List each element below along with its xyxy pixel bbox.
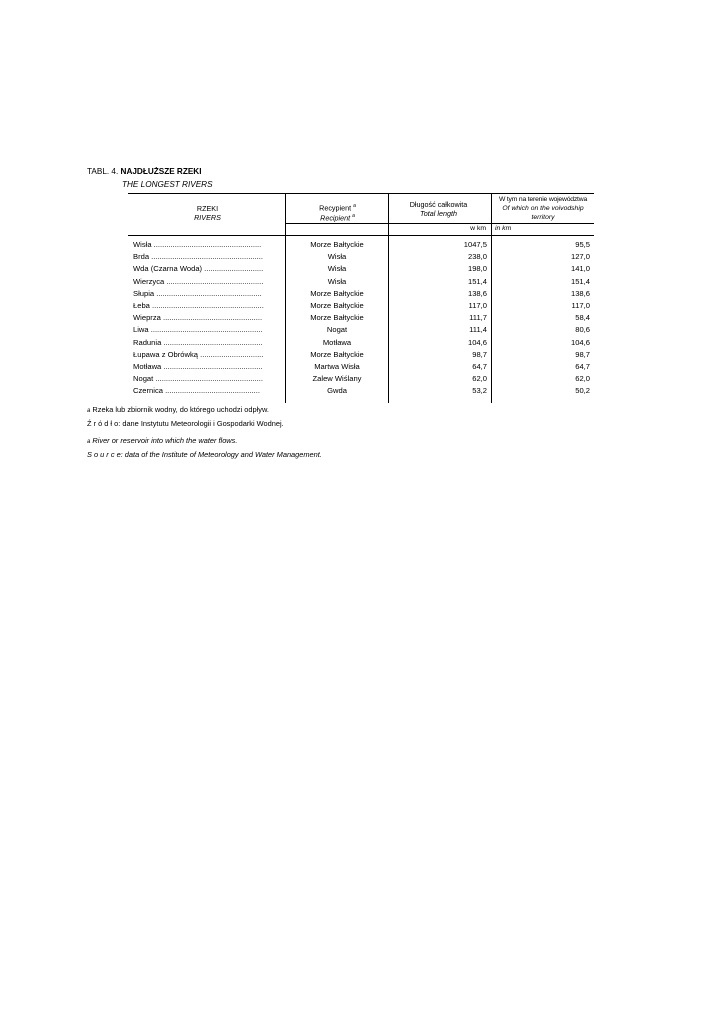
header-rivers: [160, 204, 255, 222]
header-total-length: [390, 200, 487, 218]
recipient-cell: Wisła: [327, 276, 347, 286]
voivodship-length-cell: 50,2: [575, 386, 590, 396]
header-bottom-rule: [128, 235, 594, 236]
table-row: [0, 338, 724, 350]
footnote-en-text: River or reservoir into which the water flows.: [90, 436, 238, 445]
river-name-cell: Łeba .....................................................: [133, 301, 264, 310]
recipient-cell: Morze Bałtyckie: [310, 240, 364, 249]
river-name-cell: Wierzyca ..............................................: [133, 276, 264, 286]
river-name-cell: Wda (Czarna Woda) ............................: [133, 264, 264, 274]
total-length-cell: 198,0: [467, 264, 487, 274]
recipient-cell: Martwa Wisła: [314, 362, 360, 371]
river-name-cell: Wieprza ...............................................: [133, 313, 263, 323]
unit-en: in km: [495, 225, 512, 232]
table-row: [0, 374, 724, 386]
footnote-en: [87, 436, 237, 445]
voivodship-length-cell: 127,0: [570, 252, 590, 262]
total-length-cell: 117,0: [468, 301, 487, 310]
source-pl-text: dane Instytutu Meteorologii i Gospodarki Wodnej.: [120, 419, 284, 428]
table-row: [0, 386, 724, 398]
table-row: [0, 325, 724, 337]
voivodship-length-cell: 138,6: [570, 288, 590, 298]
river-name-cell: Radunia ...............................................: [133, 337, 263, 347]
voivodship-length-cell: 62,0: [575, 374, 590, 384]
header-rivers-en: RIVERS: [194, 213, 221, 222]
table-row: [0, 350, 724, 362]
source-en: [87, 450, 322, 459]
table-top-rule: [128, 193, 594, 194]
total-length-cell: 111,7: [469, 313, 487, 323]
total-length-cell: 151,4: [467, 276, 487, 286]
river-name-cell: Łupawa z Obrówką ..............................: [133, 349, 264, 359]
voivodship-length-cell: 98,7: [575, 349, 590, 359]
recipient-cell: Motława: [322, 337, 352, 347]
recipient-cell: Nogat: [326, 325, 348, 335]
recipient-cell: Morze Bałtyckie: [310, 349, 364, 359]
header-recipient-en-text: Recipient: [320, 213, 353, 223]
total-length-cell: 111,4: [469, 325, 487, 335]
source-en-text: data of the Institute of Meteorology and Water Management.: [122, 450, 322, 459]
recipient-cell: Zalew Wiślany: [312, 374, 362, 384]
header-recipient: [290, 202, 385, 223]
header-total-pl: Długość całkowita: [409, 200, 468, 209]
footnote-pl: [87, 405, 269, 414]
header-recipient-pl: [290, 202, 385, 212]
voivodship-length-cell: 141,0: [570, 264, 590, 274]
table-row: [0, 277, 724, 289]
table-row: [0, 289, 724, 301]
source-en-label: S o u r c e:: [87, 450, 123, 459]
total-length-cell: 138,6: [467, 288, 487, 298]
recipient-cell: Gwda: [327, 386, 347, 396]
header-recipient-pl-text: Recypient: [319, 203, 354, 213]
table-row: [0, 362, 724, 374]
table-title: [87, 167, 202, 176]
table-row: [0, 313, 724, 325]
source-pl-label: Ź r ó d ł o:: [87, 419, 121, 428]
river-name-cell: Wisła ...................................................: [133, 240, 262, 249]
footnote-en-mark: a: [87, 439, 91, 445]
table-row: [0, 264, 724, 276]
header-total-en: Total length: [420, 209, 457, 218]
recipient-cell: Morze Bałtyckie: [310, 313, 364, 323]
header-rivers-pl: RZEKI: [196, 204, 219, 213]
total-length-cell: 53,2: [472, 386, 487, 396]
voivodship-length-cell: 151,4: [570, 276, 590, 286]
footnote-mark: a: [352, 213, 355, 220]
river-name-cell: Nogat ...................................................: [133, 374, 263, 384]
unit-rule: [285, 223, 594, 224]
header-voiv-pl: W tym na terenie województwa: [498, 196, 588, 203]
river-name-cell: Liwa .....................................................: [133, 325, 263, 335]
total-length-cell: 1047,5: [463, 240, 487, 249]
table-row: [0, 240, 724, 252]
header-voivodship: [492, 195, 594, 222]
total-length-cell: 62,0: [472, 374, 487, 384]
river-name-cell: Słupia ..................................................: [133, 288, 262, 298]
total-length-cell: 98,7: [472, 349, 487, 359]
table-title-text: NAJDŁUŻSZE RZEKI: [120, 167, 202, 176]
footnote-mark: a: [353, 203, 356, 209]
header-voiv-en2: territory: [531, 214, 555, 221]
total-length-cell: 238,0: [467, 252, 487, 262]
source-pl: [87, 419, 284, 428]
recipient-cell: Wisła: [327, 264, 347, 274]
voivodship-length-cell: 64,7: [575, 362, 590, 371]
voivodship-length-cell: 117,0: [571, 301, 590, 310]
footnote-pl-mark: a: [87, 408, 91, 414]
recipient-cell: Wisła: [327, 252, 347, 262]
voivodship-length-cell: 58,4: [575, 313, 590, 323]
footnote-pl-text: Rzeka lub zbiornik wodny, do którego uchodzi odpływ.: [92, 405, 269, 414]
header-voiv-en1: Of which on the voivodship: [502, 205, 584, 212]
total-length-cell: 64,7: [472, 362, 487, 371]
header-recipient-en: [290, 212, 385, 222]
voivodship-length-cell: 80,6: [575, 325, 590, 335]
recipient-cell: Morze Bałtyckie: [310, 288, 364, 298]
river-name-cell: Brda .....................................................: [133, 252, 263, 262]
river-name-cell: Motława ...............................................: [133, 362, 263, 371]
voivodship-length-cell: 104,6: [570, 337, 590, 347]
table-row: [0, 252, 724, 264]
table-row: [0, 301, 724, 313]
voivodship-length-cell: 95,5: [575, 240, 590, 249]
table-number: TABL. 4.: [87, 167, 121, 176]
unit-pl: w km: [470, 225, 486, 232]
recipient-cell: Morze Bałtyckie: [310, 301, 364, 310]
total-length-cell: 104,6: [467, 337, 487, 347]
table-subtitle: THE LONGEST RIVERS: [122, 180, 213, 189]
river-name-cell: Czernica .............................................: [133, 386, 261, 396]
